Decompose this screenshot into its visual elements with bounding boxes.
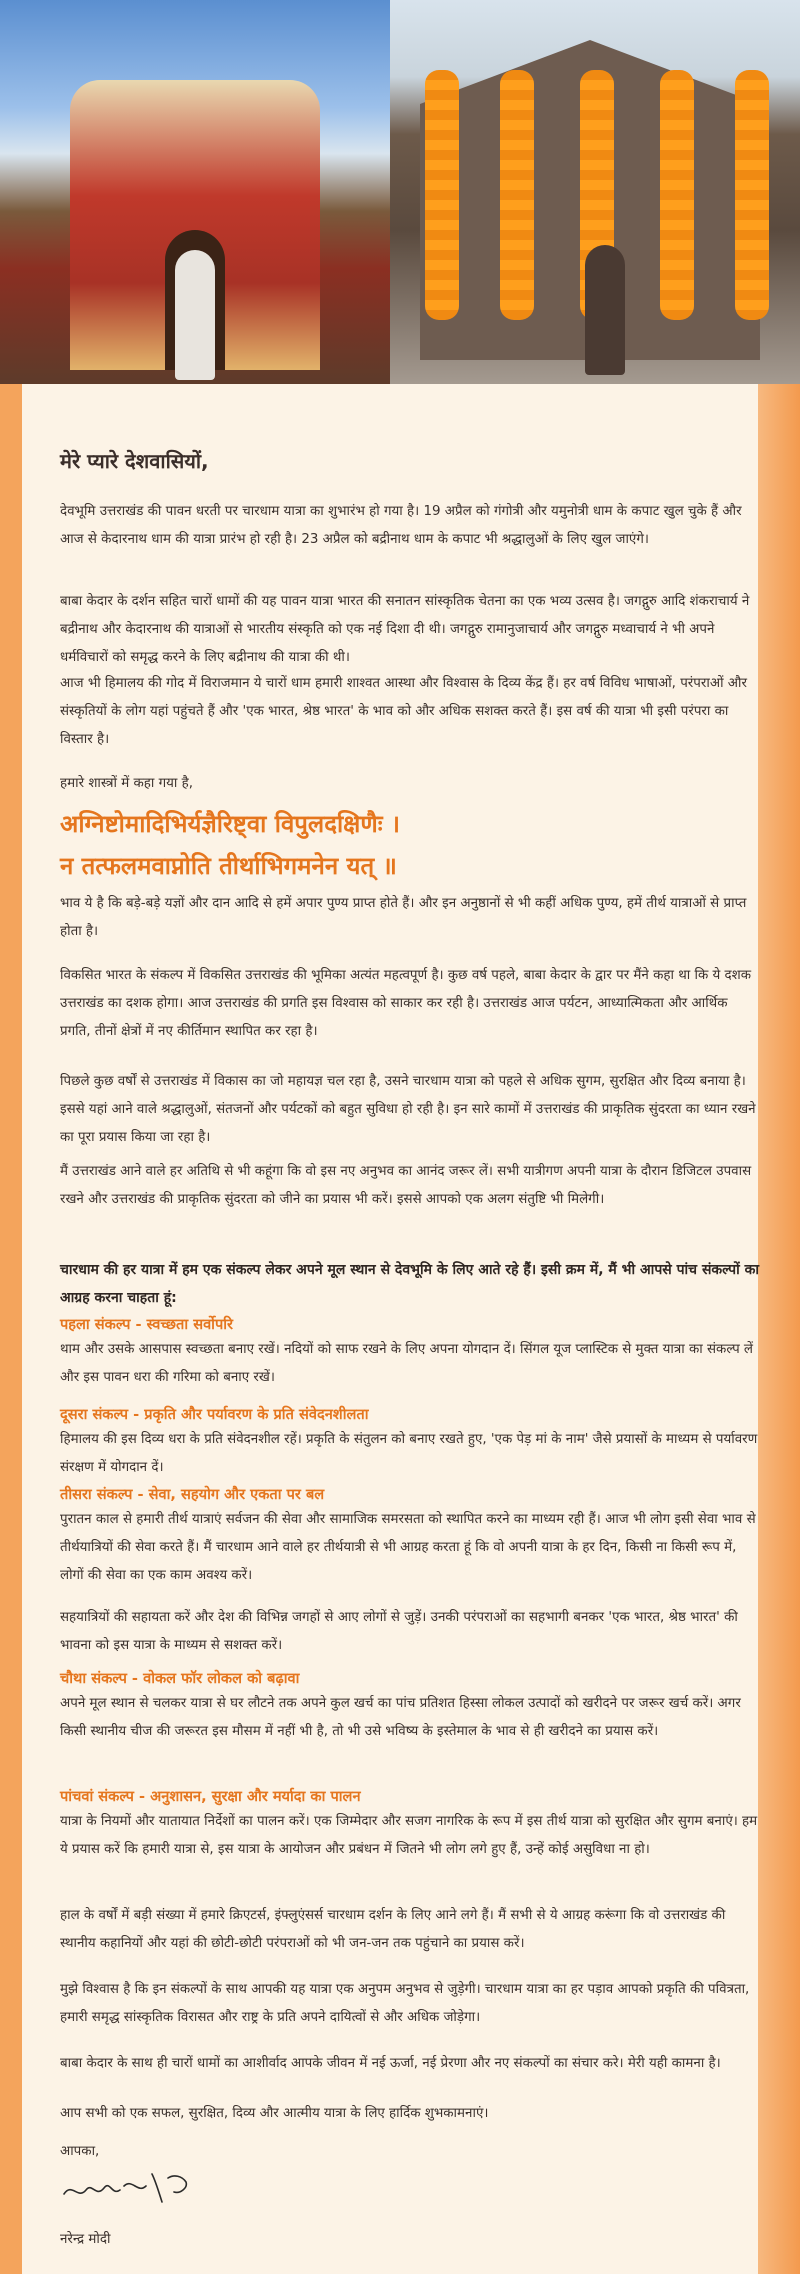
signature-scribble [60,2160,200,2210]
paragraph: आप सभी को एक सफल, सुरक्षित, दिव्य और आत्मीय यात्रा के लिए हार्दिक शुभकामनाएं। [60,2106,489,2121]
paragraph: सहयात्रियों की सहायता करें और देश की विभिन्न जगहों से आए लोगों से जुड़ें। उनकी परंपराओं का सहभागी बनकर 'एक भारत, श्रेष्ठ भारत' की भावना को इस यात्रा के माध्यम से सशक्त करें। [60,1610,738,1653]
paragraph: यात्रा के नियमों और यातायात निर्देशों का पालन करें। एक जिम्मेदार और सजग नागरिक के रूप में इस तीर्थ यात्रा को सुरक्षित और सुगम बनाएं। हम ये प्रयास करें कि हमारी यात्रा से, इस यात्रा के आयोजन और प्रबंधन में जितने भी लोग लगे हुए हैं, उन्हें कोई असुविधा ना हो। [60,1814,758,1857]
marigold-garland [735,70,769,320]
resolution-heading: तीसरा संकल्प - सेवा, सहयोग और एकता पर बल [60,1486,325,1503]
shloka-line-1: अग्निष्टोमादिभिर्यज्ञैरिष्ट्वा विपुलदक्षिणैः । [60,810,401,838]
paragraph: बाबा केदार के साथ ही चारों धामों का आशीर्वाद आपके जीवन में नई ऊर्जा, नई प्रेरणा और नए संकल्पों का संचार करे। मेरी यही कामना है। [60,2056,721,2071]
paragraph: देवभूमि उत्तराखंड की पावन धरती पर चारधाम यात्रा का शुभारंभ हो गया है। 19 अप्रैल को गंगोत्री और यमुनोत्री धाम के कपाट खुल चुके हैं और आज से केदारनाथ धाम की यात्रा प्रारंभ हो रही है। 23 अप्रैल को बद्रीनाथ धाम के कपाट भी श्रद्धालुओं के लिए खुल जाएंगे। [60,504,742,547]
person-figure [175,250,215,380]
greeting: मेरे प्यारे देशवासियों, [60,449,209,473]
person-figure [585,245,625,375]
resolution-heading: दूसरा संकल्प - प्रकृति और पर्यावरण के प्रति संवेदनशीलता [60,1406,369,1423]
paragraph: मैं उत्तराखंड आने वाले हर अतिथि से भी कहूंगा कि वो इस नए अनुभव का आनंद जरूर लें। सभी यात्रीगण अपनी यात्रा के दौरान डिजिटल उपवास रखने और उत्तराखंड की प्राकृतिक सुंदरता को जीने का प्रयास भी करें। इससे आपको एक अलग संतुष्टि भी मिलेगी। [60,1164,752,1207]
shloka-line-2: न तत्फलमवाप्नोति तीर्थाभिगमनेन यत् ॥ [60,852,397,880]
left-border [0,384,22,2274]
paragraph: पिछले कुछ वर्षों से उत्तराखंड में विकास का जो महायज्ञ चल रहा है, उसने चारधाम यात्रा को पहले से अधिक सुगम, सुरक्षित और दिव्य बनाया है। इससे यहां आने वाले श्रद्धालुओं, संतजनों और पर्यटकों को बहुत सुविधा हो रही है। इन सारे कामों में उत्तराखंड की प्राकृतिक सुंदरता का ध्यान रखने का पूरा प्रयास किया जा रहा है। [60,1074,756,1145]
kedarnath-temple-photo [390,0,800,384]
paragraph: मुझे विश्वास है कि इन संकल्पों के साथ आपकी यह यात्रा एक अनुपम अनुभव से जुड़ेगी। चारधाम यात्रा का हर पड़ाव आपको प्रकृति की पवित्रता, हमारी समृद्ध सांस्कृतिक विरासत और राष्ट्र के प्रति अपने दायित्वों से और अधिक जोड़ेगा। [60,1982,750,2025]
paragraph: थाम और उसके आसपास स्वच्छता बनाए रखें। नदियों को साफ रखने के लिए अपना योगदान दें। सिंगल यूज प्लास्टिक से मुक्त यात्रा का संकल्प लें और इस पावन धरा की गरिमा को बनाए रखें। [60,1342,754,1385]
resolutions-intro: चारधाम की हर यात्रा में हम एक संकल्प लेकर अपने मूल स्थान से देवभूमि के लिए आते रहे हैं। इसी क्रम में, मैं भी आपसे पांच संकल्पों का आग्रह करना चाहता हूं: [60,1262,760,1306]
resolution-heading: पांचवां संकल्प - अनुशासन, सुरक्षा और मर्यादा का पालन [60,1788,361,1805]
closing-yours: आपका, [60,2144,100,2159]
signature [60,2160,200,2210]
paragraph: हिमालय की इस दिव्य धरा के प्रति संवेदनशील रहें। प्रकृति के संतुलन को बनाए रखते हुए, 'एक पेड़ मां के नाम' जैसे प्रयासों के माध्यम से पर्यावरण संरक्षण में योगदान दें। [60,1432,758,1475]
paragraph: आज भी हिमालय की गोद में विराजमान ये चारों धाम हमारी शाश्वत आस्था और विश्वास के दिव्य केंद्र हैं। हर वर्ष विविध भाषाओं, परंपराओं और संस्कृतियों के लोग यहां पहुंचते हैं और 'एक भारत, श्रेष्ठ भारत' के भाव को और अधिक सशक्त करते हैं। इस वर्ष की यात्रा भी इसी परंपरा का विस्तार है। [60,676,747,747]
badrinath-temple-photo [0,0,390,384]
right-border [758,384,800,2274]
paragraph: हमारे शास्त्रों में कहा गया है, [60,776,193,791]
marigold-garland [425,70,459,320]
resolution-heading: चौथा संकल्प - वोकल फॉर लोकल को बढ़ावा [60,1670,300,1687]
paragraph: भाव ये है कि बड़े-बड़े यज्ञों और दान आदि से हमें अपार पुण्य प्राप्त होते हैं। और इन अनुष्ठानों से भी कहीं अधिक पुण्य, हमें तीर्थ यात्राओं से प्राप्त होता है। [60,896,747,939]
paragraph: हाल के वर्षों में बड़ी संख्या में हमारे क्रिएटर्स, इंफ्लुएंसर्स चारधाम दर्शन के लिए आने लगे हैं। मैं सभी से ये आग्रह करूंगा कि वो उत्तराखंड की स्थानीय कहानियों और यहां की छोटी-छोटी परंपराओं को भी जन-जन तक पहुंचाने का प्रयास करें। [60,1908,726,1951]
paragraph: बाबा केदार के दर्शन सहित चारों धामों की यह पावन यात्रा भारत की सनातन सांस्कृतिक चेतना का एक भव्य उत्सव है। जगद्गुरु आदि शंकराचार्य ने बद्रीनाथ और केदारनाथ की यात्राओं से भारतीय संस्कृति को एक नई दिशा दी थी। जगद्गुरु रामानुजाचार्य और जगद्गुरु मध्वाचार्य ने भी अपने धर्मविचारों को समृद्ध करने के लिए बद्रीनाथ की यात्रा की थी। [60,594,750,665]
signatory-name: नरेन्द्र मोदी [60,2232,111,2247]
paragraph: अपने मूल स्थान से चलकर यात्रा से घर लौटने तक अपने कुल खर्च का पांच प्रतिशत हिस्सा लोकल उत्पादों को खरीदने पर जरूर खर्च करें। अगर किसी स्थानीय चीज की जरूरत इस मौसम में नहीं भी है, तो भी उसे भविष्य के इस्तेमाल के भाव से ही खरीदने का प्रयास करें। [60,1696,741,1739]
paragraph: पुरातन काल से हमारी तीर्थ यात्राएं सर्वजन की सेवा और सामाजिक समरसता को स्थापित करने का माध्यम रही हैं। आज भी लोग इसी सेवा भाव से तीर्थयात्रियों की सेवा करते हैं। मैं चारधाम आने वाले हर तीर्थयात्री से भी आग्रह करता हूं कि वो अपनी यात्रा के हर दिन, किसी ना किसी रूप में, लोगों की सेवा का एक काम अवश्य करें। [60,1512,756,1583]
resolution-heading: पहला संकल्प - स्वच्छता सर्वोपरि [60,1316,234,1333]
header-photos [0,0,800,384]
paragraph: विकसित भारत के संकल्प में विकसित उत्तराखंड की भूमिका अत्यंत महत्वपूर्ण है। कुछ वर्ष पहले, बाबा केदार के द्वार पर मैंने कहा था कि ये दशक उत्तराखंड का दशक होगा। आज उत्तराखंड की प्रगति इस विश्वास को साकार कर रही है। उत्तराखंड आज पर्यटन, आध्यात्मिकता और आर्थिक प्रगति, तीनों क्षेत्रों में नए कीर्तिमान स्थापित कर रहा है। [60,968,752,1039]
marigold-garland [500,70,534,320]
marigold-garland [660,70,694,320]
